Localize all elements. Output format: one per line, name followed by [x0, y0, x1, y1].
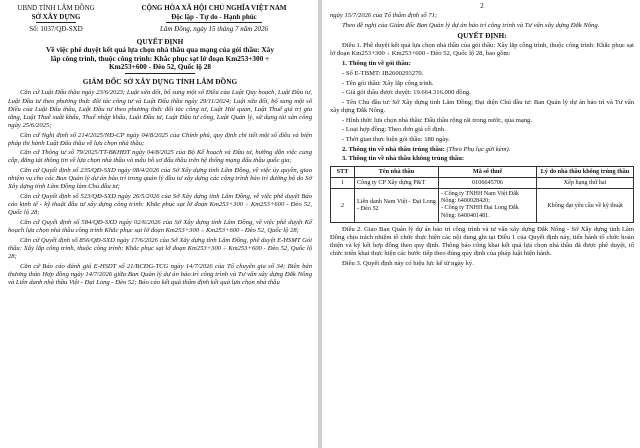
legal-basis-7: Căn cứ Quyết định số 856/QĐ-SXD ngày 17/6/2026 của Sở Xây dựng tỉnh Lâm Đồng, phê duyệt E-HSMT Gói thầu: Xây lắp công trình, thuộc công trình: Khắc phục sạt lở đoạn Km253+300 ÷ Km253+600 - Đèo 52, Quốc lộ 28; — [8, 236, 312, 260]
section-2 — [330, 146, 634, 154]
cell-reason: Xếp hạng thứ hai — [537, 177, 634, 188]
section-2-title: 2. Thông tin về nhà thầu trúng thầu: — [342, 145, 445, 153]
s1-item-duration: - Thời gian thực hiện gói thầu: 180 ngày. — [342, 136, 450, 144]
motto-underline — [166, 22, 262, 23]
unsuccessful-bidders-table — [330, 166, 634, 223]
page-number: 2 — [480, 2, 484, 10]
nation-name: CỘNG HÒA XÃ HỘI CHỦ NGHĨA VIỆT NAM — [141, 4, 287, 12]
proposal-text: Theo đề nghị của Giám đốc Ban Quản lý dự án bảo trì công trình và Tư vấn xây dựng Đắk Nông. — [342, 21, 600, 29]
title-underline — [125, 73, 195, 74]
cell-stt: 1 — [331, 177, 355, 188]
legal-basis-3: Căn cứ Thông tư số 79/2025/TT-BKHĐT ngày 04/8/2025 của Bộ Kế hoạch và Đầu tư, hướng dẫn việc cung cấp, đăng tải thông tin về lựa chọn nhà thầu và mẫu hồ sơ đấu thầu trên hệ thống mạng đấu thầu quốc gia; — [8, 149, 312, 165]
tax-line-1: - Công ty TNHH Nam Việt Đắk Nông: 6400028420; — [441, 190, 519, 205]
subject-line-3: Km253+600 - Đèo 52, Quốc lộ 28 — [108, 62, 212, 72]
cell-name: Công ty CP Xây dựng P&T — [355, 177, 439, 188]
article-2: Điều 2. Giao Ban Quản lý dự án bảo trì công trình và tư vấn xây dựng Đắk Nông - Sở Xây dựng tỉnh Lâm Đồng chịu trách nhiệm tổ chức thực hiện các nội dung ghi tại Điều 1 của Quyết định này, tiến hành tổ chức hoàn thiện và ký kết hợp đồng theo quy định. Thông báo công khai kết quả lựa chọn nhà thầu đã được phê duyệt, tổ chức triển khai thực hiện các bước tiếp theo đúng quy định của pháp luật hiện hành. — [330, 225, 634, 257]
section-3-title: 3. Thông tin về nhà thầu không trúng thầu: — [342, 155, 465, 163]
header-name: Tên nhà thầu — [355, 166, 439, 177]
section-1-title: 1. Thông tin về gói thầu: — [342, 60, 411, 68]
section-2-note: (Theo Phụ lục gửi kèm). — [446, 145, 511, 153]
decision-title: QUYẾT ĐỊNH — [136, 36, 184, 46]
cell-tax — [439, 189, 537, 222]
department-name: SỞ XÂY DỰNG — [31, 12, 81, 21]
header-reason: Lý do nhà thầu không trúng thầu — [537, 166, 634, 177]
cell-stt: 2 — [331, 189, 355, 222]
letterhead-left — [8, 4, 104, 34]
doc-number: Số: 1037/QĐ-SXD — [29, 25, 83, 33]
legal-basis-4: Căn cứ Quyết định số 235/QĐ-SXD ngày 08/4/2026 của Sở Xây dựng tỉnh Lâm Đồng, về việc ủy quyền, giao nhiệm vụ cho các Ban Quản lý dự án bảo trì trong quản lý đầu tư xây dựng các công trình bảo trì đường bộ do Sở Xây dựng tỉnh Lâm Đồng làm Chủ đầu tư; — [8, 167, 312, 191]
motto: Độc lập - Tự do - Hạnh phúc — [171, 12, 257, 21]
table-row — [331, 189, 634, 222]
table-header-row — [331, 166, 634, 177]
agency-name: UBND TỈNH LÂM ĐỒNG — [17, 4, 95, 12]
s1-item-price: - Giá gói thầu được duyệt: 19.664.316.000 đồng. — [342, 89, 471, 97]
department-underline — [36, 22, 76, 23]
legal-basis-2: Căn cứ Nghị định số 214/2025/NĐ-CP ngày 04/8/2025 của Chính phủ, quy định chi tiết một số điều và biện pháp thi hành Luật Đấu thầu về lựa chọn nhà thầu; — [8, 131, 312, 147]
subject-line-2: lắp công trình, thuộc công trình: Khắc phục sạt lở đoạn Km253+300 ÷ — [50, 53, 270, 63]
s1-item-investor: - Tên Chủ đầu tư: Sở Xây dựng tỉnh Lâm Đồng; Đại diện Chủ đầu tư: Ban Quản lý dự án bảo trì và Tư vấn xây dựng Đắk Nông. — [330, 98, 634, 114]
s1-item-method: - Hình thức lựa chọn nhà thầu: Đấu thầu rộng rãi trong nước, qua mạng. — [342, 116, 532, 124]
s1-item-contract: - Loại hợp đồng: Theo đơn giá cố định. — [342, 126, 446, 134]
legal-basis-6: Căn cứ Quyết định số 584/QĐ-SXD ngày 02/6/2026 của Sở Xây dựng tỉnh Lâm Đồng, về việc phê duyệt Kế hoạch lựa chọn nhà thầu công trình Khắc phục sạt lở đoạn Km253+300 ÷ Km253+600 - Đèo 52, Quốc lộ 28; — [8, 218, 312, 234]
article-3: Điều 3. Quyết định này có hiệu lực kể từ ngày ký. — [342, 259, 474, 267]
header-tax: Mã số thuế — [439, 166, 537, 177]
decision-heading: QUYẾT ĐỊNH: — [457, 30, 507, 40]
article-1: Điều 1. Phê duyệt kết quả lựa chọn nhà thầu của gói thầu: Xây lắp công trình, thuộc công trình: Khắc phục sạt lở đoạn Km253+300 ÷ Km253+600 - Đèo 52, Quốc lộ 28, bao gồm: — [330, 42, 634, 58]
letterhead — [8, 4, 312, 34]
cell-name: Liên danh Nam Việt - Đại Long - Đèo 52 — [355, 189, 439, 222]
legal-basis-1: Căn cứ Luật Đấu thầu ngày 23/6/2023; Luật sửa đổi, bổ sung một số Điều của Luật Quy hoạch, Luật Đầu tư, Luật Đầu tư theo phương thức đối tác công tư và Luật Đấu thầu ngày 29/11/2024; Luật sửa đổi, bổ sung một số Điều của Luật Đấu thầu, Luật Đầu tư theo phương thức đối tác công tư, Luật Hải quan, Luật Thuế giá trị gia tăng, Luật Thuế xuất khẩu, Thuế nhập khẩu, Luật Đầu tư, Luật Đầu tư công, Luật Quản lý, sử dụng tài sản công ngày 25/6/2025; — [8, 89, 312, 129]
continuation-text: ngày 15/7/2026 của Tổ thẩm định số 71; — [330, 12, 438, 19]
page-2 — [322, 0, 640, 448]
s1-item-tbmt: - Số E-TBMT: IB2600293270. — [342, 69, 424, 77]
legal-basis-8: Căn cứ Báo cáo đánh giá E-HSDT số 21/BCĐG-TCG ngày 14/7/2026 của Tổ chuyên gia số 34; Biên bản thương thảo Hợp đồng ngày 14/7/2026 giữa Ban Quản lý dự án bảo trì công trình và Tư vấn xây dựng Đắk Nông và Liên danh nhà thầu Việt - Đại Long - Đèo 52; Báo cáo kết quả thẩm định kết quả lựa chọn nhà thầu — [8, 262, 312, 286]
legal-basis-5: Căn cứ Quyết định số 523/QĐ-SXD ngày 26/5/2026 của Sở Xây dựng tỉnh Lâm Đồng, về việc phê duyệt Báo cáo kinh tế - kỹ thuật đầu tư xây dựng công trình: Khắc phục sạt lở đoạn Km253+300 ÷ Km253+600 - Đèo 52, Quốc lộ 28; — [8, 192, 312, 217]
issue-date: Lâm Đồng, ngày 15 tháng 7 năm 2026 — [159, 25, 269, 33]
s1-item-name: - Tên gói thầu: Xây lắp công trình. — [342, 79, 434, 87]
cell-tax: 0106645706 — [439, 177, 537, 188]
authority: GIÁM ĐỐC SỞ XÂY DỰNG TỈNH LÂM ĐỒNG — [82, 76, 238, 86]
cell-reason: Không đạt yêu cầu về kỹ thuật — [537, 189, 634, 222]
table-row — [331, 177, 634, 188]
letterhead-right — [116, 4, 312, 34]
subject-line-1: Về việc phê duyệt kết quả lựa chọn nhà thầu qua mạng của gói thầu: Xây — [46, 45, 274, 55]
tax-line-2: - Công ty TNHH Đại Long Đắk Nông: 6400401481. — [441, 205, 519, 219]
page-1 — [0, 0, 318, 448]
header-stt: STT — [331, 166, 355, 177]
